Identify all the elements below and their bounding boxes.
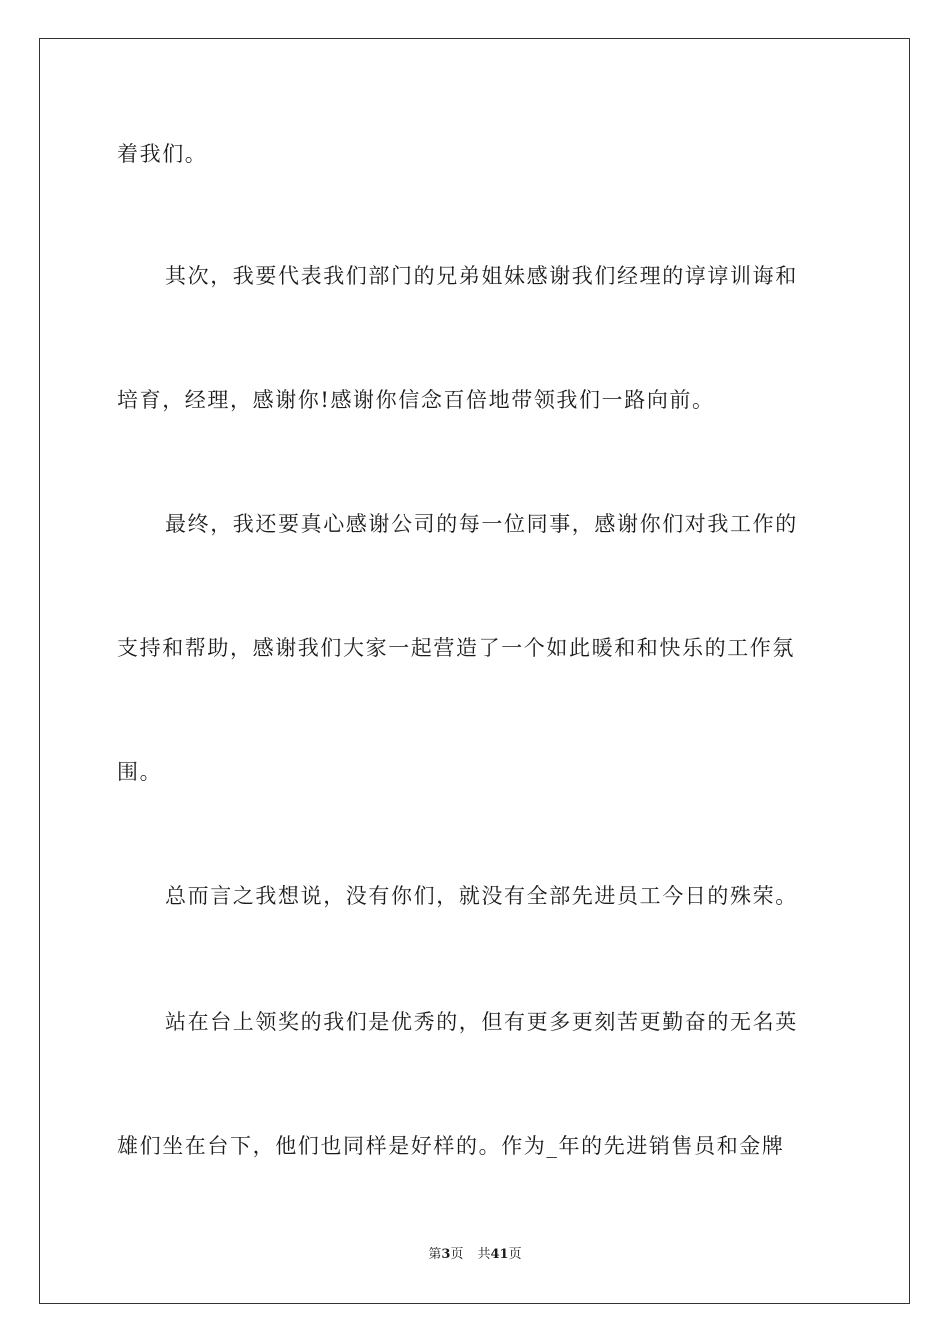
total-pages: 41 bbox=[490, 1247, 509, 1262]
total-label-prefix: 共 bbox=[477, 1247, 491, 1262]
paragraph-line: 总而言之我想说，没有你们，就没有全部先进员工今日的殊荣。 bbox=[165, 884, 798, 908]
page-border bbox=[39, 38, 910, 1304]
paragraph-line: 其次，我要代表我们部门的兄弟姐妹感谢我们经理的谆谆训诲和 bbox=[165, 264, 798, 288]
page-footer bbox=[0, 1247, 950, 1263]
page-label-suffix: 页 bbox=[450, 1247, 464, 1262]
page-label-prefix: 第 bbox=[428, 1247, 442, 1262]
total-label-suffix: 页 bbox=[508, 1247, 522, 1262]
paragraph-line: 培育，经理，感谢你!感谢你信念百倍地带领我们一路向前。 bbox=[117, 388, 715, 412]
paragraph-line: 着我们。 bbox=[117, 142, 208, 166]
paragraph-line: 站在台上领奖的我们是优秀的，但有更多更刻苦更勤奋的无名英 bbox=[165, 1010, 798, 1034]
paragraph-line: 雄们坐在台下，他们也同样是好样的。作为_年的先进销售员和金牌 bbox=[117, 1134, 785, 1158]
paragraph-line: 最终，我还要真心感谢公司的每一位同事，感谢你们对我工作的 bbox=[165, 512, 798, 536]
paragraph-line: 支持和帮助，感谢我们大家一起营造了一个如此暖和和快乐的工作氛 bbox=[117, 636, 795, 660]
page-number: 3 bbox=[441, 1247, 451, 1262]
paragraph-line: 围。 bbox=[117, 760, 163, 784]
